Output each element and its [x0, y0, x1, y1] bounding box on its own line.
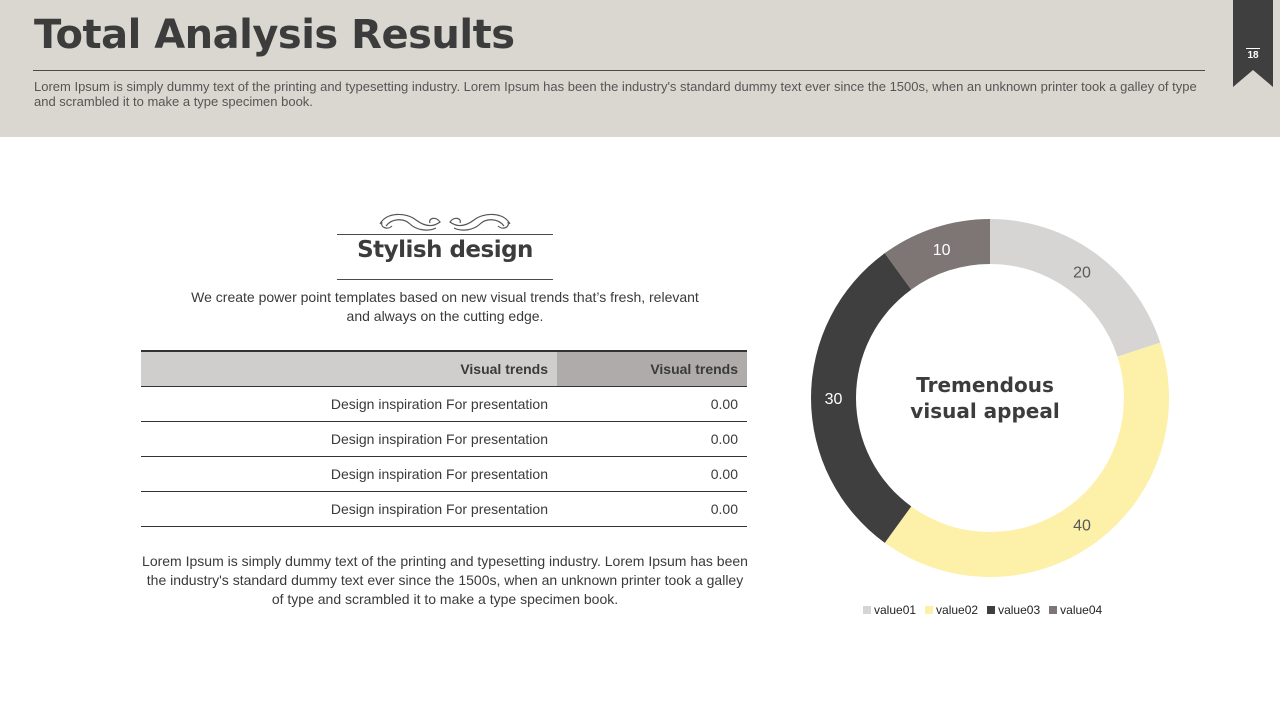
table-cell-value: 0.00: [557, 386, 747, 421]
title-rule-top: [337, 234, 553, 235]
table-header-cell: Visual trends: [141, 351, 557, 386]
legend-label: value02: [936, 603, 979, 617]
legend-label: value04: [1060, 603, 1103, 617]
table-cell-label: Design inspiration For presentation: [141, 386, 557, 421]
legend-label: value01: [874, 603, 917, 617]
legend-item-value01: [863, 603, 916, 617]
section-description: We create power point templates based on new visual trends that’s fresh, relevant and always on the cutting edge.: [191, 289, 699, 324]
legend-label: value03: [998, 603, 1041, 617]
table-cell-value: 0.00: [557, 456, 747, 491]
chart-center-label-line: visual appeal: [910, 399, 1060, 423]
page-number: 18: [1247, 50, 1259, 61]
chart-legend: [863, 603, 1111, 619]
donut-data-label: 30: [824, 391, 843, 408]
legend-item-value03: [987, 603, 1040, 617]
ornament-flourish-icon: [376, 210, 514, 234]
table-cell-value: 0.00: [557, 421, 747, 456]
legend-swatch: [925, 606, 933, 614]
table-row: [141, 386, 747, 421]
table-cell-label: Design inspiration For presentation: [141, 456, 557, 491]
page-number-divider: [1246, 48, 1260, 49]
legend-swatch: [1049, 606, 1057, 614]
table-cell-value: 0.00: [557, 491, 747, 526]
trends-table: [141, 350, 747, 527]
table-row: [141, 491, 747, 526]
legend-item-value02: [925, 603, 978, 617]
donut-data-label: 20: [1073, 264, 1091, 282]
table-row: [141, 421, 747, 456]
table-row: [141, 456, 747, 491]
title-rule-bottom: [337, 279, 553, 280]
chart-center-label: [880, 372, 1090, 424]
table-cell-label: Design inspiration For presentation: [141, 421, 557, 456]
legend-item-value04: [1049, 603, 1102, 617]
header-description: Lorem Ipsum is simply dummy text of the printing and typesetting industry. Lorem Ipsum has been the industry's standard dummy text ever since the 1500s, when an unknown printer took a galley of type and scrambled it to make a type specimen book.: [34, 79, 1197, 109]
chart-center-label-line: Tremendous: [916, 373, 1054, 397]
donut-slice-value01: [990, 219, 1160, 357]
legend-swatch: [863, 606, 871, 614]
bookmark-icon: [1233, 0, 1273, 87]
donut-data-label: 10: [932, 242, 951, 260]
body-text: Lorem Ipsum is simply dummy text of the printing and typesetting industry. Lorem Ipsum has been the industry's standard dummy text ever since the 1500s, when an unknown printer took a galley of type and scrambled it to make a type specimen book.: [142, 553, 748, 607]
table-cell-label: Design inspiration For presentation: [141, 491, 557, 526]
page-title: Total Analysis Results: [34, 12, 515, 58]
header-divider: [33, 70, 1205, 71]
legend-swatch: [987, 606, 995, 614]
table-header-cell: Visual trends: [557, 351, 747, 386]
table-header-row: [141, 351, 747, 386]
section-title: Stylish design: [357, 237, 533, 263]
donut-data-label: 40: [1073, 517, 1091, 535]
